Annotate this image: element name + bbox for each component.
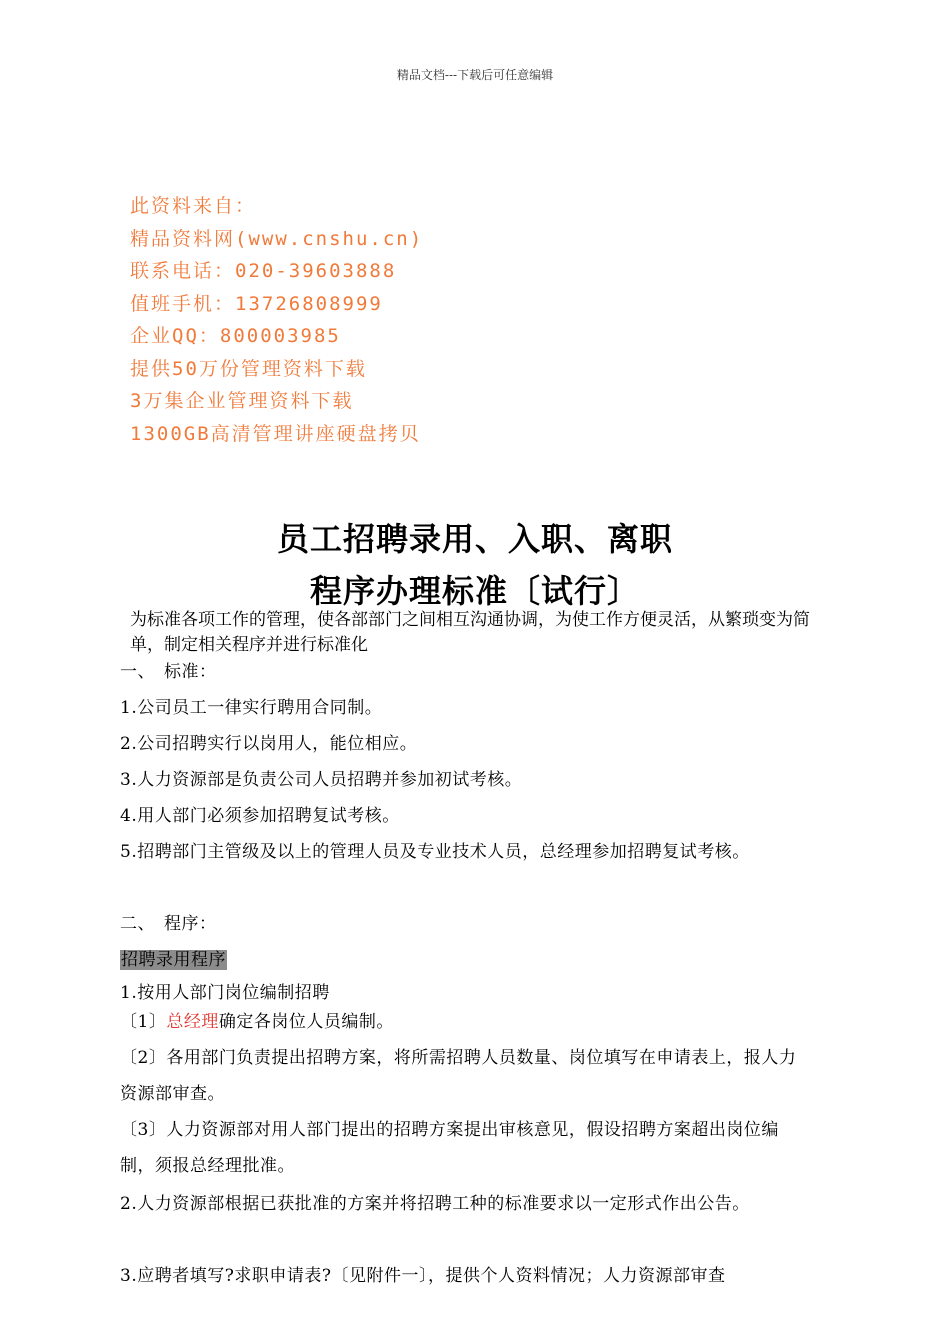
highlighted-term: 总经理 [166,1012,219,1032]
document-title-line1: 员工招聘录用、入职、离职 [276,520,673,558]
procedure-item-1: 1.按用人部门岗位编制招聘 [120,983,330,1003]
promo-line: 此资料来自： [130,195,257,217]
promo-line: 企业QQ：800003985 [130,325,341,347]
subheading-recruitment [120,942,810,978]
standards-item-5: 5.招聘部门主管级及以上的管理人员及专业技术人员，总经理参加招聘复试考核。 [120,842,750,862]
document-title-line2: 程序办理标准〔试行〕 [309,572,640,610]
standards-item-2: 2.公司招聘实行以岗用人，能位相应。 [120,734,418,754]
promo-line: 1300GB高清管理讲座硬盘拷贝 [130,422,421,445]
promo-line: 精品资料网(www.cnshu.cn) [130,227,424,250]
procedure-item-1-2: 〔2〕各用部门负责提出招聘方案，将所需招聘人员数量、岗位填写在申请表上，报人力资源部审查。 [120,1048,797,1104]
promo-line: 联系电话：020-39603888 [130,260,397,282]
procedure-item-1-3: 〔3〕人力资源部对用人部门提出的招聘方案提出审核意见，假设招聘方案超出岗位编制，须报总经理批准。 [120,1120,779,1176]
promo-line: 提供50万份管理资料下载 [130,357,367,380]
procedure-item-1-1 [120,1004,810,1040]
standards-item-4: 4.用人部门必须参加招聘复试考核。 [120,806,400,826]
intro-paragraph: 为标准各项工作的管理，使各部部门之间相互沟通协调，为使工作方便灵活，从繁琐变为简单，制定相关程序并进行标准化 [130,610,810,655]
standards-item-1: 1.公司员工一律实行聘用合同制。 [120,698,383,718]
item-number: 〔1〕 [120,1012,167,1032]
procedure-item-2: 2.人力资源部根据已获批准的方案并将招聘工种的标准要求以一定形式作出公告。 [120,1194,750,1214]
highlighted-subheading: 招聘录用程序 [121,950,226,970]
header-note: 精品文档---下载后可任意编辑 [396,68,554,82]
procedure-item-3: 3.应聘者填写?求职申请表?〔见附件一〕，提供个人资料情况；人力资源部审查 [120,1266,726,1286]
item-text: 确定各岗位人员编制。 [218,1012,394,1032]
section-heading-procedure: 二、 程序： [120,914,217,934]
section-heading-standards: 一、 标准： [120,662,217,682]
promo-line: 3万集企业管理资料下载 [130,390,354,412]
promo-block [130,190,830,450]
standards-item-3: 3.人力资源部是负责公司人员招聘并参加初试考核。 [120,770,523,790]
promo-line: 值班手机：13726808999 [130,292,383,315]
